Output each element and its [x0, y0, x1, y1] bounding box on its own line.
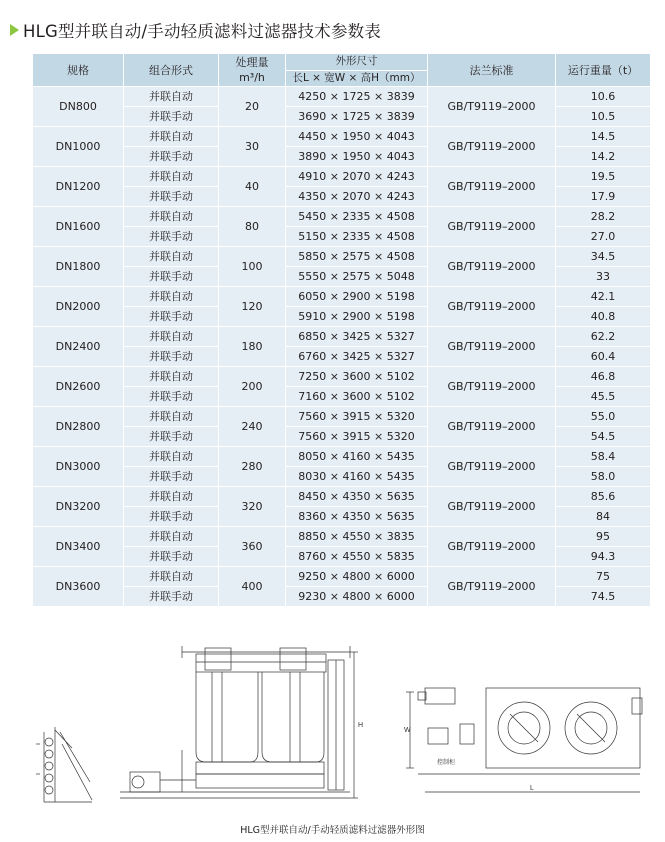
- outline-drawings: [0, 632, 665, 817]
- combo-cell: 并联自动: [124, 207, 219, 227]
- weight-cell: 46.8: [556, 367, 651, 387]
- flow-cell: 320: [219, 487, 286, 527]
- weight-cell: 14.5: [556, 127, 651, 147]
- flange-cell: GB/T9119–2000: [428, 287, 556, 327]
- combo-cell: 并联自动: [124, 127, 219, 147]
- spec-cell: DN1200: [33, 167, 124, 207]
- weight-cell: 62.2: [556, 327, 651, 347]
- weight-cell: 54.5: [556, 427, 651, 447]
- dims-cell: 5550 × 2575 × 5048: [286, 267, 428, 287]
- title-text: HLG型并联自动/手动轻质滤料过滤器技术参数表: [23, 22, 382, 41]
- table-row: [33, 267, 651, 287]
- dims-cell: 3690 × 1725 × 3839: [286, 107, 428, 127]
- dims-cell: 4350 × 2070 × 4243: [286, 187, 428, 207]
- table-row: [33, 87, 651, 107]
- spec-cell: DN2600: [33, 367, 124, 407]
- table-row: [33, 327, 651, 347]
- dims-cell: 6850 × 3425 × 5327: [286, 327, 428, 347]
- combo-cell: 并联手动: [124, 587, 219, 607]
- combo-cell: 并联手动: [124, 227, 219, 247]
- spec-cell: DN2000: [33, 287, 124, 327]
- combo-cell: 并联自动: [124, 447, 219, 467]
- table-row: [33, 307, 651, 327]
- table-row: [33, 547, 651, 567]
- flow-cell: 280: [219, 447, 286, 487]
- dims-cell: 5150 × 2335 × 4508: [286, 227, 428, 247]
- combo-cell: 并联自动: [124, 167, 219, 187]
- weight-cell: 55.0: [556, 407, 651, 427]
- flange-cell: GB/T9119–2000: [428, 447, 556, 487]
- combo-cell: 并联自动: [124, 407, 219, 427]
- table-row: [33, 567, 651, 587]
- flange-cell: GB/T9119–2000: [428, 327, 556, 367]
- front-elevation-drawing: [120, 646, 358, 798]
- header-flow-unit: m³/h: [239, 71, 265, 84]
- spec-cell: DN1000: [33, 127, 124, 167]
- combo-cell: 并联手动: [124, 387, 219, 407]
- table-row: [33, 587, 651, 607]
- weight-cell: 85.6: [556, 487, 651, 507]
- table-row: [33, 207, 651, 227]
- table-row: [33, 387, 651, 407]
- page-title: [10, 18, 381, 42]
- triangle-bullet-icon: [10, 24, 19, 36]
- table-row: [33, 247, 651, 267]
- weight-cell: 42.1: [556, 287, 651, 307]
- figures-area: [0, 632, 665, 812]
- dims-cell: 4450 × 1950 × 4043: [286, 127, 428, 147]
- weight-cell: 10.6: [556, 87, 651, 107]
- weight-cell: 40.8: [556, 307, 651, 327]
- dimension-l-label: L: [530, 785, 534, 792]
- spec-cell: DN3000: [33, 447, 124, 487]
- plan-view-drawing: [406, 688, 642, 792]
- flange-cell: GB/T9119–2000: [428, 527, 556, 567]
- combo-cell: 并联自动: [124, 287, 219, 307]
- combo-cell: 并联手动: [124, 267, 219, 287]
- combo-cell: 并联手动: [124, 187, 219, 207]
- table-row: [33, 147, 651, 167]
- flow-cell: 120: [219, 287, 286, 327]
- dims-cell: 8050 × 4160 × 5435: [286, 447, 428, 467]
- control-cabinet-label: 控制柜: [437, 760, 456, 766]
- combo-cell: 并联自动: [124, 247, 219, 267]
- spec-cell: DN3200: [33, 487, 124, 527]
- spec-table: [32, 53, 651, 607]
- weight-cell: 95: [556, 527, 651, 547]
- flange-cell: GB/T9119–2000: [428, 487, 556, 527]
- flow-cell: 40: [219, 167, 286, 207]
- spec-cell: DN1800: [33, 247, 124, 287]
- figure-caption: HLG型并联自动/手动轻质滤料过滤器外形图: [240, 825, 425, 836]
- weight-cell: 58.0: [556, 467, 651, 487]
- combo-cell: 并联手动: [124, 467, 219, 487]
- header-flow-label: 处理量: [235, 56, 269, 69]
- dims-cell: 8450 × 4350 × 5635: [286, 487, 428, 507]
- spec-cell: DN1600: [33, 207, 124, 247]
- flange-cell: GB/T9119–2000: [428, 207, 556, 247]
- dims-cell: 6050 × 2900 × 5198: [286, 287, 428, 307]
- weight-cell: 74.5: [556, 587, 651, 607]
- table-row: [33, 367, 651, 387]
- weight-cell: 34.5: [556, 247, 651, 267]
- dims-cell: 3890 × 1950 × 4043: [286, 147, 428, 167]
- dims-cell: 8360 × 4350 × 5635: [286, 507, 428, 527]
- spec-table-body: [33, 87, 651, 607]
- table-row: [33, 227, 651, 247]
- header-flow: [219, 54, 286, 87]
- dims-cell: 8760 × 4550 × 5835: [286, 547, 428, 567]
- header-flange: 法兰标准: [428, 54, 556, 87]
- combo-cell: 并联手动: [124, 347, 219, 367]
- weight-cell: 27.0: [556, 227, 651, 247]
- combo-cell: 并联自动: [124, 567, 219, 587]
- combo-cell: 并联手动: [124, 427, 219, 447]
- weight-cell: 17.9: [556, 187, 651, 207]
- spec-cell: DN3600: [33, 567, 124, 607]
- weight-cell: 45.5: [556, 387, 651, 407]
- dims-cell: 8030 × 4160 × 5435: [286, 467, 428, 487]
- table-row: [33, 447, 651, 467]
- dims-cell: 5850 × 2575 × 4508: [286, 247, 428, 267]
- header-spec: 规格: [33, 54, 124, 87]
- table-row: [33, 127, 651, 147]
- spec-cell: DN800: [33, 87, 124, 127]
- flange-cell: GB/T9119–2000: [428, 407, 556, 447]
- weight-cell: 10.5: [556, 107, 651, 127]
- table-row: [33, 107, 651, 127]
- dims-cell: 5450 × 2335 × 4508: [286, 207, 428, 227]
- combo-cell: 并联手动: [124, 547, 219, 567]
- dims-cell: 8850 × 4550 × 3835: [286, 527, 428, 547]
- flange-cell: GB/T9119–2000: [428, 567, 556, 607]
- combo-cell: 并联手动: [124, 307, 219, 327]
- flow-cell: 360: [219, 527, 286, 567]
- header-dims-sub: 长L × 宽W × 高H（mm）: [286, 70, 428, 87]
- weight-cell: 60.4: [556, 347, 651, 367]
- weight-cell: 28.2: [556, 207, 651, 227]
- dims-cell: 4250 × 1725 × 3839: [286, 87, 428, 107]
- table-row: [33, 187, 651, 207]
- flange-cell: GB/T9119–2000: [428, 367, 556, 407]
- spec-cell: DN2800: [33, 407, 124, 447]
- dims-cell: 6760 × 3425 × 5327: [286, 347, 428, 367]
- spec-cell: DN2400: [33, 327, 124, 367]
- weight-cell: 84: [556, 507, 651, 527]
- flange-cell: GB/T9119–2000: [428, 127, 556, 167]
- table-row: [33, 287, 651, 307]
- dims-cell: 7160 × 3600 × 5102: [286, 387, 428, 407]
- dims-cell: 4910 × 2070 × 4243: [286, 167, 428, 187]
- combo-cell: 并联自动: [124, 487, 219, 507]
- dims-cell: 7560 × 3915 × 5320: [286, 427, 428, 447]
- combo-cell: 并联自动: [124, 527, 219, 547]
- weight-cell: 58.4: [556, 447, 651, 467]
- table-row: [33, 427, 651, 447]
- weight-cell: 75: [556, 567, 651, 587]
- dimension-h-label: H: [358, 722, 364, 729]
- combo-cell: 并联自动: [124, 87, 219, 107]
- weight-cell: 94.3: [556, 547, 651, 567]
- flow-cell: 30: [219, 127, 286, 167]
- combo-cell: 并联手动: [124, 507, 219, 527]
- weight-cell: 19.5: [556, 167, 651, 187]
- table-row: [33, 487, 651, 507]
- table-row: [33, 407, 651, 427]
- spec-cell: DN3400: [33, 527, 124, 567]
- combo-cell: 并联手动: [124, 147, 219, 167]
- table-row: [33, 527, 651, 547]
- flow-cell: 200: [219, 367, 286, 407]
- flange-cell: GB/T9119–2000: [428, 167, 556, 207]
- table-row: [33, 467, 651, 487]
- combo-cell: 并联自动: [124, 327, 219, 347]
- flow-cell: 180: [219, 327, 286, 367]
- dims-cell: 7250 × 3600 × 5102: [286, 367, 428, 387]
- table-row: [33, 507, 651, 527]
- weight-cell: 14.2: [556, 147, 651, 167]
- dims-cell: 7560 × 3915 × 5320: [286, 407, 428, 427]
- header-weight: 运行重量（t）: [556, 54, 651, 87]
- flow-cell: 240: [219, 407, 286, 447]
- header-combo: 组合形式: [124, 54, 219, 87]
- header-dims: 外形尺寸: [286, 54, 428, 71]
- flow-cell: 100: [219, 247, 286, 287]
- side-view-drawing: [36, 727, 92, 802]
- flange-cell: GB/T9119–2000: [428, 87, 556, 127]
- table-row: [33, 347, 651, 367]
- dims-cell: 9230 × 4800 × 6000: [286, 587, 428, 607]
- flow-cell: 400: [219, 567, 286, 607]
- dims-cell: 9250 × 4800 × 6000: [286, 567, 428, 587]
- weight-cell: 33: [556, 267, 651, 287]
- table-row: [33, 167, 651, 187]
- dims-cell: 5910 × 2900 × 5198: [286, 307, 428, 327]
- flange-cell: GB/T9119–2000: [428, 247, 556, 287]
- flow-cell: 80: [219, 207, 286, 247]
- combo-cell: 并联手动: [124, 107, 219, 127]
- flow-cell: 20: [219, 87, 286, 127]
- combo-cell: 并联自动: [124, 367, 219, 387]
- dimension-w-label: W: [404, 727, 411, 734]
